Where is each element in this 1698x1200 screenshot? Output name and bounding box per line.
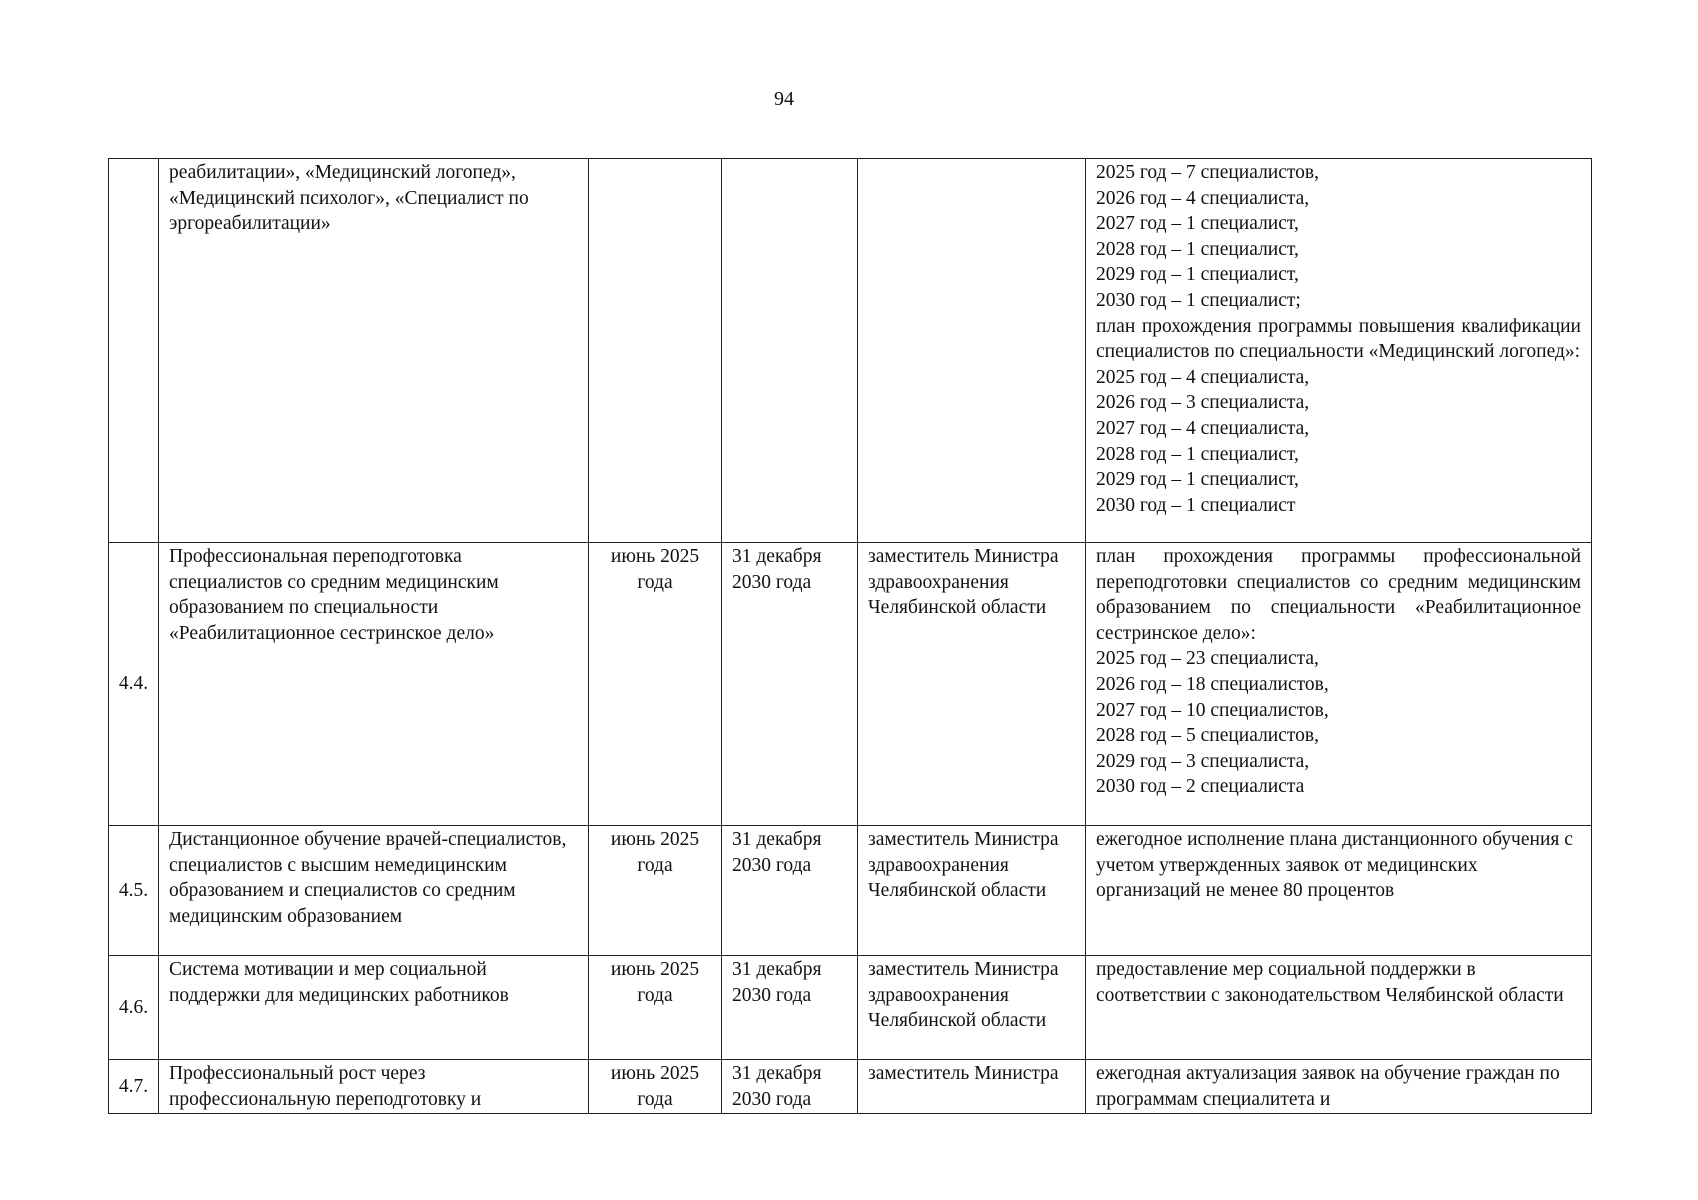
result-line: 2025 год – 4 специалиста, — [1096, 366, 1310, 388]
measure-name: Профессиональный рост через профессиональную переподготовку и — [159, 1060, 589, 1114]
result-line: 2027 год – 10 специалистов, — [1096, 699, 1329, 721]
result-line: 2027 год – 4 специалиста, — [1096, 417, 1310, 439]
start-date: июнь 2025 года — [589, 543, 722, 826]
responsible: заместитель Министра здравоохранения Челябинской области — [858, 956, 1086, 1060]
result-line: 2027 год – 1 специалист, — [1096, 213, 1299, 235]
start-date: июнь 2025 года — [589, 1060, 722, 1114]
table-row — [109, 826, 1592, 956]
result-line: 2025 год – 7 специалистов, — [1096, 162, 1319, 183]
result-line: 2030 год – 2 специалиста — [1096, 776, 1305, 798]
expected-result: ежегодная актуализация заявок на обучение граждан по программам специалитета и — [1086, 1060, 1592, 1114]
item-number — [109, 159, 159, 543]
result-line: 2025 год – 23 специалиста, — [1096, 648, 1319, 670]
expected-result — [1086, 159, 1592, 543]
end-date: 31 декабря 2030 года — [722, 956, 858, 1060]
result-line: 2026 год – 3 специалиста, — [1096, 392, 1310, 414]
result-line: 2029 год – 1 специалист, — [1096, 469, 1299, 491]
item-number: 4.4. — [109, 543, 159, 826]
end-date: 31 декабря 2030 года — [722, 826, 858, 956]
result-line: 2028 год – 1 специалист, — [1096, 443, 1299, 465]
table-row — [109, 1060, 1592, 1114]
expected-result — [1086, 543, 1592, 826]
result-line: 2028 год – 5 специалистов, — [1096, 725, 1319, 747]
table-row — [109, 159, 1592, 543]
responsible: заместитель Министра здравоохранения Челябинской области — [858, 543, 1086, 826]
start-date: июнь 2025 года — [589, 826, 722, 956]
result-line: 2026 год – 4 специалиста, — [1096, 187, 1310, 209]
expected-result: предоставление мер социальной поддержки в соответствии с законодательством Челябинской области — [1086, 956, 1592, 1060]
end-date: 31 декабря 2030 года — [722, 1060, 858, 1114]
responsible: заместитель Министра — [858, 1060, 1086, 1114]
result-line: 2029 год – 3 специалиста, — [1096, 750, 1310, 772]
page-number: 94 — [774, 88, 794, 110]
result-line: 2028 год – 1 специалист, — [1096, 238, 1299, 260]
measure-name: Система мотивации и мер социальной поддержки для медицинских работников — [159, 956, 589, 1060]
table-row — [109, 543, 1592, 826]
measure-name: реабилитации», «Медицинский логопед», «Медицинский психолог», «Специалист по эргореабилитации» — [159, 159, 589, 543]
result-line: 2029 год – 1 специалист, — [1096, 264, 1299, 286]
responsible — [858, 159, 1086, 543]
result-paragraph: план прохождения программы повышения квалификации специалистов по специальности «Медицинский логопед»: — [1096, 315, 1581, 363]
responsible: заместитель Министра здравоохранения Челябинской области — [858, 826, 1086, 956]
item-number: 4.6. — [109, 956, 159, 1060]
item-number: 4.5. — [109, 826, 159, 956]
measure-name: Профессиональная переподготовка специалистов со средним медицинским образованием по специальности «Реабилитационное сестринское дело» — [159, 543, 589, 826]
result-line: 2030 год – 1 специалист — [1096, 494, 1296, 516]
item-number: 4.7. — [109, 1060, 159, 1114]
result-line: 2030 год – 1 специалист; — [1096, 289, 1301, 311]
result-line: 2026 год – 18 специалистов, — [1096, 673, 1329, 695]
end-date: 31 декабря 2030 года — [722, 543, 858, 826]
start-date: июнь 2025 года — [589, 956, 722, 1060]
action-plan-table — [108, 158, 1592, 1114]
expected-result: ежегодное исполнение плана дистанционного обучения с учетом утвержденных заявок от медицинских организаций не менее 80 процентов — [1086, 826, 1592, 956]
measure-name: Дистанционное обучение врачей-специалистов, специалистов с высшим немедицинским образованием и специалистов со средним медицинским образованием — [159, 826, 589, 956]
start-date — [589, 159, 722, 543]
result-paragraph: план прохождения программы профессиональной переподготовки специалистов со средним медицинским образованием по специальности «Реабилитационное сестринское дело»: — [1096, 546, 1581, 644]
table-row — [109, 956, 1592, 1060]
end-date — [722, 159, 858, 543]
